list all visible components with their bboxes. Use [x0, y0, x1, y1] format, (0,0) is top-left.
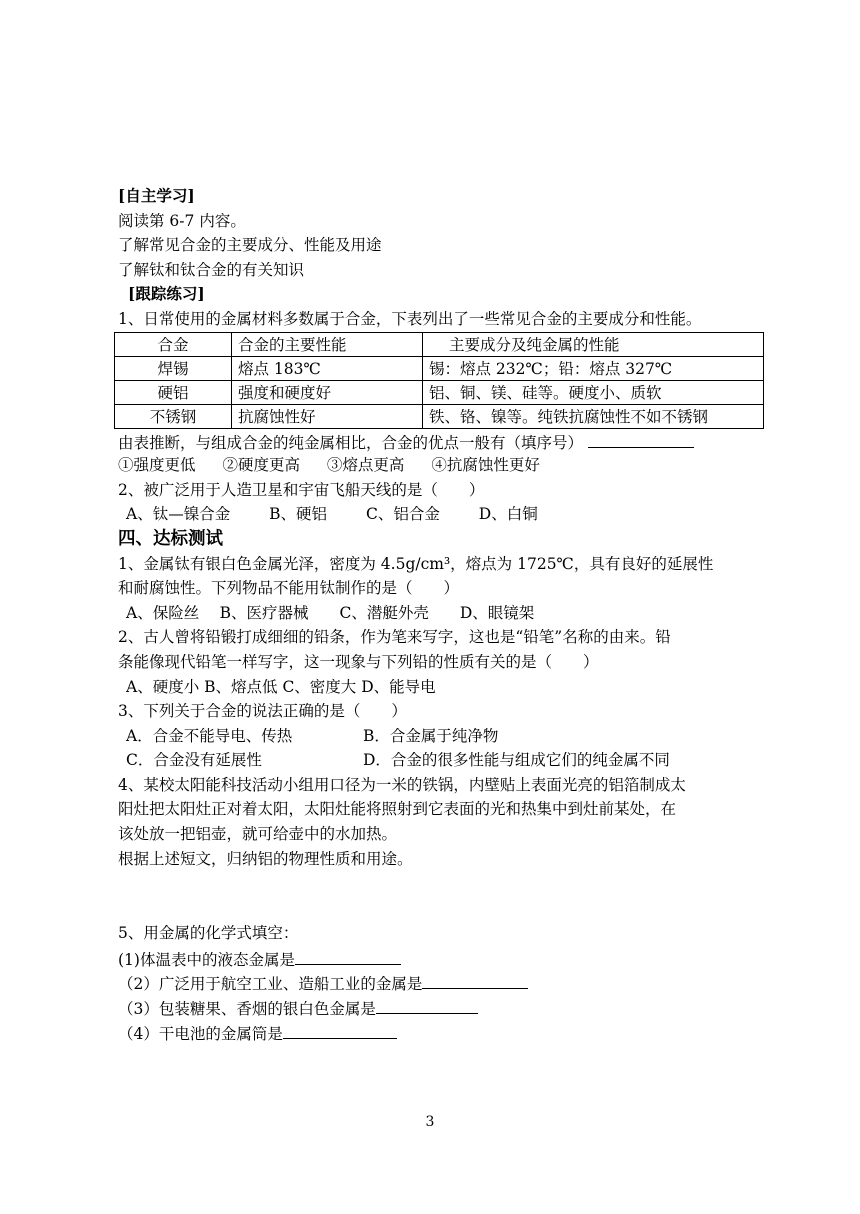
- test-q1-options: A、保险丝 B、医疗器械 C、潜艇外壳 D、眼镜架: [126, 603, 535, 622]
- table-header-cell: 合金: [115, 332, 232, 356]
- test-q4-line: 阳灶把太阳灶正对着太阳，太阳灶能将照射到它表面的光和热集中到灶前某处，在: [118, 800, 677, 819]
- test-q5-item: [118, 946, 766, 971]
- answer-blank[interactable]: [295, 946, 401, 965]
- table-cell: 焊锡: [115, 356, 232, 380]
- option: A．合金不能导电、传热: [126, 726, 293, 745]
- table-cell: 不锈钢: [115, 404, 232, 428]
- test-q4-line: 该处放一把铝壶，就可给壶中的水加热。: [118, 825, 398, 844]
- page-number: 3: [425, 1114, 435, 1130]
- test-q4-line: 4、某校太阳能科技活动小组用口径为一米的铁锅，内壁贴上表面光亮的铝箔制成太: [118, 775, 686, 794]
- self-study-line: 阅读第 6-7 内容。: [118, 211, 246, 230]
- test-q3-question: 3、下列关于合金的说法正确的是（ ）: [118, 702, 407, 721]
- answer-blank[interactable]: [588, 429, 694, 448]
- option: D．合金的很多性能与组成它们的纯金属不同: [363, 751, 670, 770]
- test-q5-item: [118, 970, 766, 995]
- practice-q2-question: 2、被广泛用于人造卫星和宇宙飞船天线的是（ ）: [118, 480, 485, 499]
- table-cell: 硬铝: [115, 380, 232, 404]
- option: B、硬铝: [269, 505, 328, 524]
- table-cell: 强度和硬度好: [232, 380, 423, 404]
- table-header-cell: 合金的主要性能: [232, 332, 423, 356]
- test-q2-line: 2、古人曾将铅锻打成细细的铅条，作为笔来写字，这也是“铅笔”名称的由来。铅: [118, 628, 671, 647]
- test-q1-line: 和耐腐蚀性。下列物品不能用钛制作的是（ ）: [118, 579, 460, 598]
- self-study-line: 了解常见合金的主要成分、性能及用途: [118, 236, 382, 255]
- practice-q1-intro: 1、日常使用的金属材料多数属于合金，下表列出了一些常见合金的主要成分和性能。: [118, 309, 702, 328]
- option: ②硬度更高: [222, 456, 300, 475]
- table-cell: 锡：熔点 232℃；铅：熔点 327℃: [423, 356, 764, 380]
- option: ①强度更低: [118, 456, 196, 475]
- alloy-table: [114, 332, 764, 429]
- option: C．合金没有延展性: [126, 751, 262, 770]
- table-header-cell: 主要成分及纯金属的性能: [423, 332, 764, 356]
- table-header-row: [115, 332, 764, 356]
- table-cell: 抗腐蚀性好: [232, 404, 423, 428]
- table-cell: 铁、铬、镍等。纯铁抗腐蚀性不如不锈钢: [423, 404, 764, 428]
- practice-q1-question: 由表推断，与组成合金的纯金属相比，合金的优点一般有（填序号）: [118, 433, 584, 452]
- table-cell: 熔点 183℃: [232, 356, 423, 380]
- test-q5-item-text: （4）干电池的金属筒是: [118, 1024, 283, 1043]
- self-study-heading: [自主学习]: [118, 186, 195, 205]
- table-row: [115, 380, 764, 404]
- practice-q1-question-line: [118, 429, 766, 454]
- test-q3-options-row: [118, 748, 766, 773]
- test-q5-item-text: （2）广泛用于航空工业、造船工业的金属是: [118, 975, 423, 994]
- test-q2-line: 条能像现代铅笔一样写字，这一现象与下列铅的性质有关的是（ ）: [118, 652, 599, 671]
- test-q1-line: 1、金属钛有银白色金属光泽，密度为 4.5g/cm³，熔点为 1725℃，具有良好的延展性: [118, 554, 714, 573]
- practice-q1-options: [118, 453, 766, 478]
- answer-blank[interactable]: [422, 970, 528, 989]
- option: A、钛—镍合金: [126, 505, 231, 524]
- practice-q2-options: [118, 502, 766, 527]
- answer-blank[interactable]: [376, 995, 478, 1014]
- option: ④抗腐蚀性更好: [431, 456, 540, 475]
- option: B．合金属于纯净物: [363, 726, 499, 745]
- test-q5-item-text: （3）包装糖果、香烟的银白色金属是: [118, 1000, 376, 1019]
- test-q4-question: 根据上述短文，归纳铝的物理性质和用途。: [118, 849, 413, 868]
- answer-blank[interactable]: [283, 1020, 397, 1039]
- option: C、铝合金: [365, 505, 440, 524]
- test-q5-item: [118, 995, 766, 1020]
- test-heading: 四、达标测试: [118, 528, 223, 549]
- answer-space: [118, 871, 766, 921]
- self-study-line: 了解钛和钛合金的有关知识: [118, 260, 305, 279]
- page-content: [118, 184, 766, 1044]
- table-cell: 铝、铜、镁、硅等。硬度小、质软: [423, 380, 764, 404]
- option: ③熔点更高: [326, 456, 405, 475]
- table-row: [115, 356, 764, 380]
- table-row: [115, 404, 764, 428]
- practice-heading: [跟踪练习]: [128, 284, 205, 304]
- test-q5-item: [118, 1020, 766, 1045]
- test-q5-item-text: (1)体温表中的液态金属是: [118, 950, 295, 969]
- test-q2-options: A、硬度小 B、熔点低 C、密度大 D、能导电: [126, 677, 436, 696]
- test-q3-options-row: [118, 724, 766, 749]
- option: D、白铜: [478, 505, 538, 524]
- test-q5-intro: 5、用金属的化学式填空：: [118, 924, 299, 943]
